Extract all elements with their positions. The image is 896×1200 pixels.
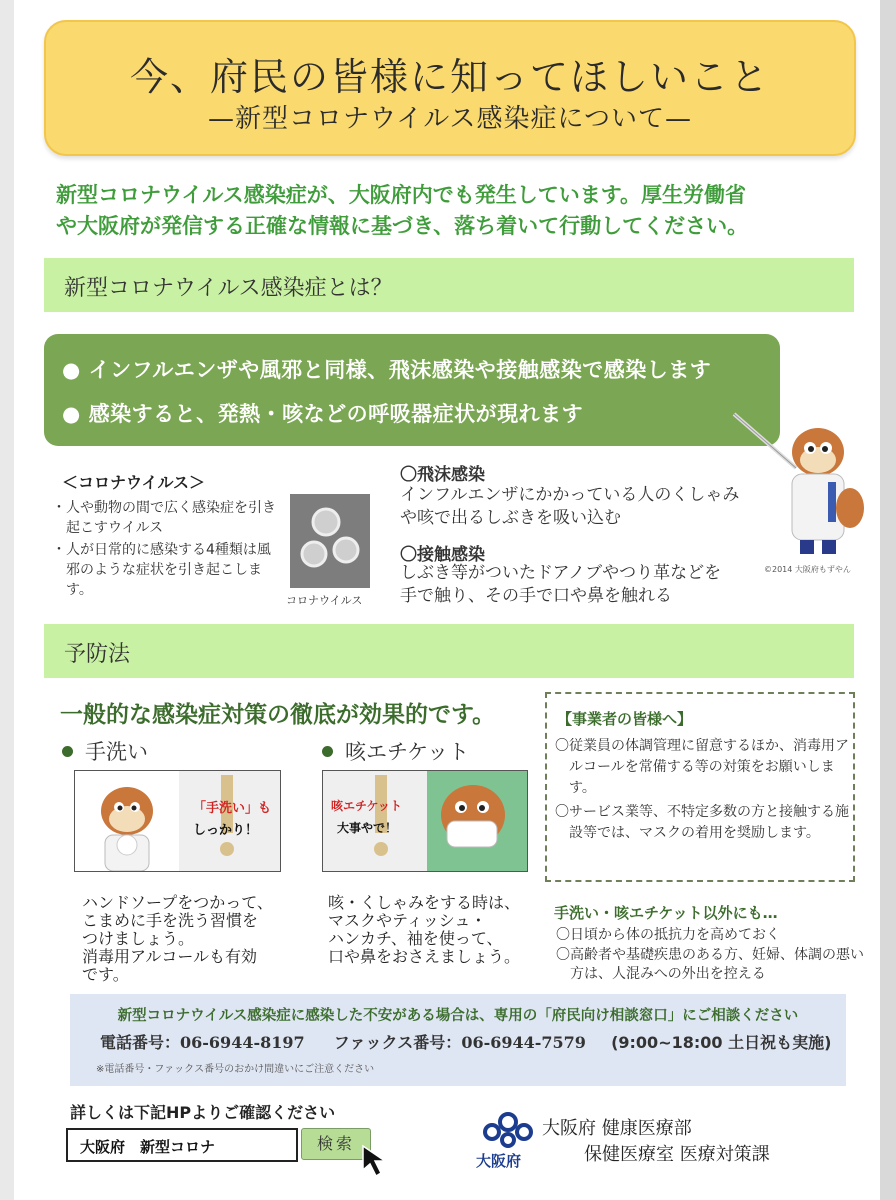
title-banner (44, 20, 856, 156)
section-heading-what-is (44, 258, 854, 312)
handwash-text (82, 894, 292, 984)
scrollbar-track[interactable] (880, 0, 896, 1200)
consultation-notice: 新型コロナウイルス感染症に感染した不安がある場合は、専用の「府民向け相談窓口」にご相談ください (117, 1008, 799, 1024)
consultation-contacts (100, 1030, 831, 1053)
fax-number: 06-6944-7579 (461, 1033, 586, 1052)
contact-text (400, 562, 721, 608)
key-point-2: ● 感染すると、発熱・咳などの呼吸器症状が現れます (62, 402, 584, 426)
handwash-line-4: 消毒用アルコールも有効 (82, 947, 258, 966)
handwash-line-1: ハンドソープをつかって、 (82, 893, 273, 912)
key-point-1: ● インフルエンザや風邪と同様、飛沫感染や接触感染で感染します (62, 358, 712, 382)
etiquette-illustration (322, 770, 528, 872)
other-measures-heading: 手洗い・咳エチケット以外にも… (554, 904, 778, 922)
consultation-box (70, 994, 846, 1086)
droplet-heading: 〇飛沫感染 (400, 465, 485, 485)
fax-label: ファックス番号： (333, 1033, 462, 1052)
droplet-line-1: インフルエンザにかかっている人のくしゃみ (400, 485, 740, 505)
etiquette-badge-line2: 大事やで！ (337, 821, 398, 835)
flyer-page (14, 0, 880, 1200)
handwash-illustration (74, 770, 281, 872)
etiquette-line-2: マスクやティッシュ・ (328, 911, 487, 930)
osaka-prefecture-logo-icon (482, 1108, 534, 1148)
handwash-badge-line2: しっかり！ (193, 823, 259, 838)
corona-item-2: ・人が日常的に感染する4種類は風邪のような症状を引き起こします。 (52, 542, 271, 598)
org-division: 保健医療室 医療対策課 (584, 1144, 770, 1165)
mascot-mozuyan-pointing (730, 408, 880, 568)
section-heading-prevention (44, 624, 854, 678)
osaka-logo-text: 大阪府 (476, 1152, 522, 1170)
search-button: 検索 (301, 1128, 371, 1160)
business-item-2: 〇サービス業等、不特定多数の方と接触する施設等では、マスクの着用を奨励します。 (555, 804, 849, 841)
coronavirus-particles-icon (290, 494, 370, 588)
contact-heading: 〇接触感染 (400, 545, 485, 565)
coronavirus-micrograph (290, 494, 370, 588)
copyright-note: ©2014 大阪府もずやん (764, 565, 851, 574)
business-heading: 【事業者の皆様へ】 (557, 710, 693, 728)
etiquette-text (328, 894, 544, 966)
corona-item-1: ・人や動物の間で広く感染症を引き起こすウイルス (52, 500, 276, 536)
mouse-cursor-icon (359, 1142, 393, 1178)
misdial-note: ※電話番号・ファックス番号のおかけ間違いにご注意ください (96, 1064, 375, 1075)
handwash-badge-line1: 「手洗い」も (193, 801, 272, 816)
search-keyword-box (66, 1128, 298, 1162)
corona-list (52, 498, 282, 602)
corona-heading: ＜コロナウイルス＞ (62, 473, 206, 492)
intro-text (56, 180, 846, 242)
phone-number: 06-6944-8197 (180, 1033, 305, 1052)
etiquette-label: 咳エチケット (345, 740, 470, 764)
hp-guide-label: 詳しくは下記HPよりご確認ください (70, 1103, 336, 1122)
etiquette-line-3: ハンカチ、袖を使って、 (328, 929, 503, 948)
section-heading-label: 予防法 (64, 642, 131, 667)
bullet-dot-icon (62, 746, 73, 757)
search-keyword-text: 大阪府 新型コロナ (80, 1138, 216, 1156)
key-points-box (44, 334, 780, 446)
business-item-1: 〇従業員の体調管理に留意するほか、消毒用アルコールを常備する等の対策をお願いします。 (555, 738, 849, 796)
bullet-dot-icon (322, 746, 333, 757)
contact-line-2: 手で触り、その手で口や鼻を触れる (400, 586, 672, 606)
contact-line-1: しぶき等がついたドアノブやつり革などを (400, 563, 722, 583)
droplet-text (400, 484, 739, 530)
other-measure-1: 〇日頃から体の抵抗力を高めておく (556, 927, 780, 943)
page-title: 今、府民の皆様に知ってほしいこと (129, 55, 770, 99)
prevention-lead: 一般的な感染症対策の徹底が効果的です。 (60, 702, 496, 728)
page-subtitle: —新型コロナウイルス感染症について— (208, 104, 692, 134)
etiquette-heading (322, 736, 469, 766)
intro-line-2: や大阪府が発信する正確な情報に基づき、落ち着いて行動してください。 (56, 214, 749, 238)
etiquette-line-4: 口や鼻をおさえましょう。 (328, 947, 521, 966)
handwash-line-5: です。 (82, 965, 129, 984)
etiquette-badge-line1: 咳エチケット (331, 799, 402, 813)
handwash-line-3: つけましょう。 (82, 929, 195, 948)
intro-line-1: 新型コロナウイルス感染症が、大阪府内でも発生しています。厚生労働省 (56, 183, 747, 207)
handwash-label: 手洗い (85, 740, 148, 764)
handwash-line-2: こまめに手を洗う習慣を (82, 911, 259, 930)
droplet-line-2: や咳で出るしぶきを吸い込む (400, 508, 621, 528)
etiquette-line-1: 咳・くしゃみをする時は、 (328, 893, 521, 912)
business-notice-box (545, 692, 855, 882)
org-department: 大阪府 健康医療部 (542, 1118, 692, 1139)
phone-label: 電話番号： (100, 1033, 181, 1052)
virus-image-caption: コロナウイルス (286, 594, 363, 607)
other-measure-2: 〇高齢者や基礎疾患のある方、妊婦、体調の悪い方は、人混みへの外出を控える (556, 947, 864, 982)
consultation-hours: (9:00~18:00 土日祝も実施) (611, 1033, 832, 1052)
section-heading-label: 新型コロナウイルス感染症とは？ (64, 276, 393, 301)
handwash-heading (62, 736, 148, 766)
